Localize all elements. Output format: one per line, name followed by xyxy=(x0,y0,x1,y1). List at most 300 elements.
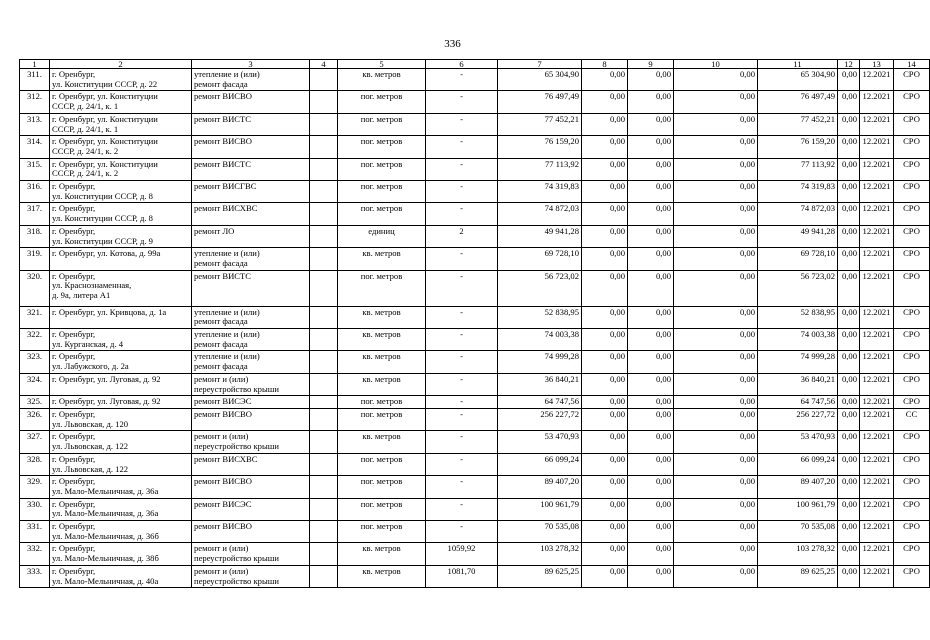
object-type-cell xyxy=(310,270,338,306)
table-row xyxy=(20,136,930,158)
quantity-cell: - xyxy=(426,408,498,430)
address-cell-line: г. Оренбург, xyxy=(52,408,96,419)
object-type-cell xyxy=(310,225,338,247)
address-cell xyxy=(50,248,192,270)
local-budget-cell: 0,00 xyxy=(674,408,758,430)
fund-cell: 0,00 xyxy=(582,521,628,543)
owner-funds-cell: 77 452,21 xyxy=(758,113,838,135)
owner-funds-cell: 76 497,49 xyxy=(758,91,838,113)
local-budget-cell: 0,00 xyxy=(674,453,758,475)
address-cell xyxy=(50,408,192,430)
deadline-cell: 12.2021 xyxy=(860,408,894,430)
quantity-cell: - xyxy=(426,306,498,328)
column-number-row xyxy=(20,60,930,69)
method-cell: СРО xyxy=(894,565,930,587)
local-budget-cell: 0,00 xyxy=(674,543,758,565)
row-number: 314. xyxy=(20,136,50,158)
work-type-cell xyxy=(192,543,310,565)
owner-funds-cell: 66 099,24 xyxy=(758,453,838,475)
row-number: 321. xyxy=(20,306,50,328)
local-budget-cell: 0,00 xyxy=(674,498,758,520)
local-budget-cell: 0,00 xyxy=(674,248,758,270)
specific-cost-cell: 0,00 xyxy=(838,203,860,225)
object-type-cell xyxy=(310,91,338,113)
owner-funds-cell: 36 840,21 xyxy=(758,373,838,395)
unit-cell: пог. метров xyxy=(338,453,426,475)
specific-cost-cell: 0,00 xyxy=(838,431,860,453)
work-type-cell-line: ремонт ВИСВО xyxy=(194,476,252,487)
object-type-cell xyxy=(310,521,338,543)
deadline-cell: 12.2021 xyxy=(860,158,894,180)
address-cell xyxy=(50,521,192,543)
column-number-2: 2 xyxy=(50,60,192,69)
address-cell-line: г. Оренбург, xyxy=(52,476,96,487)
specific-cost-cell: 0,00 xyxy=(838,91,860,113)
work-type-cell-line: ремонт ВИСВО xyxy=(194,91,252,102)
address-cell-line: г. Оренбург, xyxy=(52,351,96,362)
specific-cost-cell: 0,00 xyxy=(838,543,860,565)
work-type-cell xyxy=(192,91,310,113)
unit-cell: пог. метров xyxy=(338,113,426,135)
object-type-cell xyxy=(310,113,338,135)
table-row xyxy=(20,396,930,409)
fund-cell: 0,00 xyxy=(582,543,628,565)
work-type-cell xyxy=(192,431,310,453)
address-cell xyxy=(50,306,192,328)
object-type-cell xyxy=(310,136,338,158)
method-cell: СРО xyxy=(894,181,930,203)
row-number: 324. xyxy=(20,373,50,395)
fund-cell: 0,00 xyxy=(582,181,628,203)
table-row xyxy=(20,498,930,520)
work-type-cell xyxy=(192,158,310,180)
method-cell: СРО xyxy=(894,158,930,180)
total-cost-cell: 76 159,20 xyxy=(498,136,582,158)
row-number: 316. xyxy=(20,181,50,203)
deadline-cell: 12.2021 xyxy=(860,565,894,587)
quantity-cell: - xyxy=(426,329,498,351)
work-type-cell-line: ремонт и (или) xyxy=(194,431,249,442)
quantity-cell: 1081,70 xyxy=(426,565,498,587)
address-cell xyxy=(50,181,192,203)
work-type-cell-line: ремонт и (или) xyxy=(194,543,249,554)
deadline-cell: 12.2021 xyxy=(860,373,894,395)
owner-funds-cell: 74 872,03 xyxy=(758,203,838,225)
row-number: 312. xyxy=(20,91,50,113)
fund-cell: 0,00 xyxy=(582,408,628,430)
method-cell: СРО xyxy=(894,521,930,543)
work-type-cell-line: ремонт ВИСХВС xyxy=(194,453,258,464)
fund-cell: 0,00 xyxy=(582,396,628,409)
quantity-cell: - xyxy=(426,113,498,135)
total-cost-cell: 65 304,90 xyxy=(498,69,582,91)
specific-cost-cell: 0,00 xyxy=(838,136,860,158)
specific-cost-cell: 0,00 xyxy=(838,329,860,351)
specific-cost-cell: 0,00 xyxy=(838,270,860,306)
work-type-cell-line: переустройство крыши xyxy=(194,441,279,452)
address-cell xyxy=(50,329,192,351)
row-number: 331. xyxy=(20,521,50,543)
unit-cell: кв. метров xyxy=(338,248,426,270)
object-type-cell xyxy=(310,565,338,587)
method-cell: СРО xyxy=(894,431,930,453)
column-number-13: 13 xyxy=(860,60,894,69)
row-number: 329. xyxy=(20,476,50,498)
specific-cost-cell: 0,00 xyxy=(838,158,860,180)
address-cell-line: ул. Мало-Мельничная, д. 36б xyxy=(52,530,159,541)
method-cell: СС xyxy=(894,408,930,430)
row-number: 333. xyxy=(20,565,50,587)
page-number: 336 xyxy=(444,38,461,50)
owner-funds-cell: 89 407,20 xyxy=(758,476,838,498)
budget-cell: 0,00 xyxy=(628,453,674,475)
address-cell xyxy=(50,396,192,409)
budget-cell: 0,00 xyxy=(628,498,674,520)
local-budget-cell: 0,00 xyxy=(674,521,758,543)
work-type-cell-line: ремонт ВИСТС xyxy=(194,270,252,281)
unit-cell: кв. метров xyxy=(338,373,426,395)
local-budget-cell: 0,00 xyxy=(674,113,758,135)
specific-cost-cell: 0,00 xyxy=(838,306,860,328)
budget-cell: 0,00 xyxy=(628,69,674,91)
address-cell-line: СССР, д. 24/1, к. 1 xyxy=(52,101,119,112)
fund-cell: 0,00 xyxy=(582,69,628,91)
column-number-12: 12 xyxy=(838,60,860,69)
unit-cell: пог. метров xyxy=(338,181,426,203)
total-cost-cell: 74 003,38 xyxy=(498,329,582,351)
owner-funds-cell: 256 227,72 xyxy=(758,408,838,430)
method-cell: СРО xyxy=(894,306,930,328)
method-cell: СРО xyxy=(894,396,930,409)
unit-cell: кв. метров xyxy=(338,306,426,328)
work-type-cell-line: ремонт ВИСХВС xyxy=(194,203,258,214)
fund-cell: 0,00 xyxy=(582,565,628,587)
fund-cell: 0,00 xyxy=(582,373,628,395)
address-cell-line: ул. Конституции СССР, д. 22 xyxy=(52,78,158,89)
row-number: 332. xyxy=(20,543,50,565)
fund-cell: 0,00 xyxy=(582,476,628,498)
work-type-cell xyxy=(192,136,310,158)
specific-cost-cell: 0,00 xyxy=(838,69,860,91)
specific-cost-cell: 0,00 xyxy=(838,248,860,270)
local-budget-cell: 0,00 xyxy=(674,270,758,306)
address-cell-line: г. Оренбург, xyxy=(52,453,96,464)
address-cell-line: ул. Мало-Мельничная, д. 36а xyxy=(52,485,159,496)
table-body xyxy=(20,60,930,588)
deadline-cell: 12.2021 xyxy=(860,136,894,158)
work-type-cell xyxy=(192,225,310,247)
method-cell: СРО xyxy=(894,543,930,565)
budget-cell: 0,00 xyxy=(628,158,674,180)
table-row xyxy=(20,351,930,373)
unit-cell: пог. метров xyxy=(338,136,426,158)
method-cell: СРО xyxy=(894,373,930,395)
budget-cell: 0,00 xyxy=(628,408,674,430)
address-cell-line: ул. Львовская, д. 122 xyxy=(52,441,129,452)
address-cell xyxy=(50,565,192,587)
row-number: 323. xyxy=(20,351,50,373)
owner-funds-cell: 74 999,28 xyxy=(758,351,838,373)
fund-cell: 0,00 xyxy=(582,113,628,135)
work-type-cell xyxy=(192,306,310,328)
address-cell-line: г. Оренбург, ул. Луговая, д. 92 xyxy=(52,373,161,384)
deadline-cell: 12.2021 xyxy=(860,69,894,91)
object-type-cell xyxy=(310,408,338,430)
work-type-cell xyxy=(192,329,310,351)
quantity-cell: - xyxy=(426,270,498,306)
work-type-cell-line: утепление и (или) xyxy=(194,69,260,79)
local-budget-cell: 0,00 xyxy=(674,396,758,409)
budget-cell: 0,00 xyxy=(628,543,674,565)
row-number: 317. xyxy=(20,203,50,225)
address-cell-line: г. Оренбург, ул. Конституции xyxy=(52,113,158,124)
quantity-cell: 1059,92 xyxy=(426,543,498,565)
quantity-cell: - xyxy=(426,248,498,270)
unit-cell: пог. метров xyxy=(338,203,426,225)
quantity-cell: - xyxy=(426,203,498,225)
method-cell: СРО xyxy=(894,203,930,225)
address-cell-line: СССР, д. 24/1, к. 2 xyxy=(52,145,119,156)
object-type-cell xyxy=(310,543,338,565)
table-row xyxy=(20,565,930,587)
local-budget-cell: 0,00 xyxy=(674,306,758,328)
work-type-cell xyxy=(192,565,310,587)
table-row xyxy=(20,431,930,453)
address-cell-line: СССР, д. 24/1, к. 1 xyxy=(52,123,119,134)
column-number-4: 4 xyxy=(310,60,338,69)
work-type-cell-line: переустройство крыши xyxy=(194,553,279,564)
method-cell: СРО xyxy=(894,91,930,113)
object-type-cell xyxy=(310,181,338,203)
fund-cell: 0,00 xyxy=(582,329,628,351)
total-cost-cell: 52 838,95 xyxy=(498,306,582,328)
address-cell xyxy=(50,270,192,306)
work-type-cell xyxy=(192,69,310,91)
address-cell-line: г. Оренбург, xyxy=(52,329,96,340)
owner-funds-cell: 65 304,90 xyxy=(758,69,838,91)
address-cell-line: г. Оренбург, xyxy=(52,543,96,554)
unit-cell: пог. метров xyxy=(338,521,426,543)
unit-cell: кв. метров xyxy=(338,565,426,587)
work-type-cell-line: ремонт фасада xyxy=(194,361,248,372)
address-cell xyxy=(50,543,192,565)
work-type-cell xyxy=(192,248,310,270)
address-cell xyxy=(50,158,192,180)
method-cell: СРО xyxy=(894,69,930,91)
budget-cell: 0,00 xyxy=(628,306,674,328)
local-budget-cell: 0,00 xyxy=(674,476,758,498)
budget-cell: 0,00 xyxy=(628,431,674,453)
total-cost-cell: 74 319,83 xyxy=(498,181,582,203)
method-cell: СРО xyxy=(894,329,930,351)
owner-funds-cell: 89 625,25 xyxy=(758,565,838,587)
quantity-cell: - xyxy=(426,453,498,475)
address-cell-line: ул. Мало-Мельничная, д. 38б xyxy=(52,553,159,564)
local-budget-cell: 0,00 xyxy=(674,565,758,587)
table-row xyxy=(20,476,930,498)
work-type-cell-line: ремонт ВИСЭС xyxy=(194,498,252,509)
address-cell-line: г. Оренбург, ул. Конституции xyxy=(52,91,158,102)
specific-cost-cell: 0,00 xyxy=(838,476,860,498)
row-number: 326. xyxy=(20,408,50,430)
budget-cell: 0,00 xyxy=(628,136,674,158)
method-cell: СРО xyxy=(894,136,930,158)
deadline-cell: 12.2021 xyxy=(860,543,894,565)
quantity-cell: - xyxy=(426,431,498,453)
total-cost-cell: 76 497,49 xyxy=(498,91,582,113)
table-row xyxy=(20,543,930,565)
address-cell-line: ул. Конституции СССР, д. 8 xyxy=(52,190,153,201)
unit-cell: кв. метров xyxy=(338,69,426,91)
deadline-cell: 12.2021 xyxy=(860,113,894,135)
method-cell: СРО xyxy=(894,476,930,498)
address-cell xyxy=(50,225,192,247)
work-type-cell-line: ремонт ВИСВО xyxy=(194,136,252,147)
total-cost-cell: 66 099,24 xyxy=(498,453,582,475)
work-type-cell-line: ремонт ВИСВО xyxy=(194,408,252,419)
address-cell xyxy=(50,69,192,91)
row-number: 325. xyxy=(20,396,50,409)
total-cost-cell: 89 625,25 xyxy=(498,565,582,587)
work-type-cell-line: ремонт ВИСЭС xyxy=(194,396,252,407)
deadline-cell: 12.2021 xyxy=(860,431,894,453)
work-type-cell-line: ремонт и (или) xyxy=(194,565,249,576)
deadline-cell: 12.2021 xyxy=(860,181,894,203)
address-cell xyxy=(50,498,192,520)
budget-cell: 0,00 xyxy=(628,113,674,135)
owner-funds-cell: 77 113,92 xyxy=(758,158,838,180)
budget-cell: 0,00 xyxy=(628,181,674,203)
quantity-cell: - xyxy=(426,351,498,373)
column-number-10: 10 xyxy=(674,60,758,69)
address-cell-line: ул. Львовская, д. 120 xyxy=(52,418,129,429)
deadline-cell: 12.2021 xyxy=(860,351,894,373)
budget-cell: 0,00 xyxy=(628,91,674,113)
work-type-cell-line: утепление и (или) xyxy=(194,329,260,340)
address-cell-line: г. Оренбург, xyxy=(52,181,96,192)
table-row xyxy=(20,270,930,306)
table-row xyxy=(20,113,930,135)
column-number-8: 8 xyxy=(582,60,628,69)
address-cell xyxy=(50,113,192,135)
row-number: 313. xyxy=(20,113,50,135)
deadline-cell: 12.2021 xyxy=(860,498,894,520)
work-type-cell xyxy=(192,351,310,373)
address-cell-line: ул. Конституции СССР, д. 9 xyxy=(52,235,153,246)
address-cell-line: г. Оренбург, xyxy=(52,225,96,236)
specific-cost-cell: 0,00 xyxy=(838,113,860,135)
work-type-cell xyxy=(192,521,310,543)
object-type-cell xyxy=(310,396,338,409)
column-number-6: 6 xyxy=(426,60,498,69)
column-number-5: 5 xyxy=(338,60,426,69)
table-row xyxy=(20,408,930,430)
table-row xyxy=(20,248,930,270)
work-type-cell-line: ремонт ВИСВО xyxy=(194,521,252,532)
owner-funds-cell: 100 961,79 xyxy=(758,498,838,520)
total-cost-cell: 74 999,28 xyxy=(498,351,582,373)
local-budget-cell: 0,00 xyxy=(674,373,758,395)
column-number-9: 9 xyxy=(628,60,674,69)
method-cell: СРО xyxy=(894,453,930,475)
budget-cell: 0,00 xyxy=(628,351,674,373)
work-type-cell-line: утепление и (или) xyxy=(194,351,260,362)
work-type-cell xyxy=(192,270,310,306)
fund-cell: 0,00 xyxy=(582,225,628,247)
address-cell-line: г. Оренбург, xyxy=(52,431,96,442)
total-cost-cell: 103 278,32 xyxy=(498,543,582,565)
local-budget-cell: 0,00 xyxy=(674,225,758,247)
address-cell-line: ул. Львовская, д. 122 xyxy=(52,463,129,474)
work-type-cell xyxy=(192,373,310,395)
table-row xyxy=(20,521,930,543)
table-row xyxy=(20,329,930,351)
work-type-cell-line: переустройство крыши xyxy=(194,575,279,586)
fund-cell: 0,00 xyxy=(582,136,628,158)
owner-funds-cell: 52 838,95 xyxy=(758,306,838,328)
row-number: 327. xyxy=(20,431,50,453)
quantity-cell: - xyxy=(426,498,498,520)
local-budget-cell: 0,00 xyxy=(674,351,758,373)
total-cost-cell: 89 407,20 xyxy=(498,476,582,498)
work-type-cell-line: ремонт фасада xyxy=(194,78,248,89)
total-cost-cell: 100 961,79 xyxy=(498,498,582,520)
table-row xyxy=(20,69,930,91)
unit-cell: пог. метров xyxy=(338,158,426,180)
total-cost-cell: 77 452,21 xyxy=(498,113,582,135)
work-type-cell xyxy=(192,203,310,225)
repair-schedule-table xyxy=(19,59,930,588)
work-type-cell-line: ремонт фасада xyxy=(194,257,248,268)
owner-funds-cell: 49 941,28 xyxy=(758,225,838,247)
total-cost-cell: 64 747,56 xyxy=(498,396,582,409)
address-cell-line: г. Оренбург, ул. Луговая, д. 92 xyxy=(52,396,161,407)
column-number-11: 11 xyxy=(758,60,838,69)
object-type-cell xyxy=(310,431,338,453)
budget-cell: 0,00 xyxy=(628,329,674,351)
address-cell-line: д. 9а, литера А1 xyxy=(52,290,111,301)
deadline-cell: 12.2021 xyxy=(860,91,894,113)
column-number-3: 3 xyxy=(192,60,310,69)
method-cell: СРО xyxy=(894,113,930,135)
method-cell: СРО xyxy=(894,270,930,306)
specific-cost-cell: 0,00 xyxy=(838,181,860,203)
total-cost-cell: 56 723,02 xyxy=(498,270,582,306)
method-cell: СРО xyxy=(894,248,930,270)
quantity-cell: - xyxy=(426,521,498,543)
local-budget-cell: 0,00 xyxy=(674,91,758,113)
unit-cell: кв. метров xyxy=(338,543,426,565)
total-cost-cell: 70 535,08 xyxy=(498,521,582,543)
local-budget-cell: 0,00 xyxy=(674,181,758,203)
row-number: 328. xyxy=(20,453,50,475)
work-type-cell-line: ремонт ВИСТС xyxy=(194,158,252,169)
fund-cell: 0,00 xyxy=(582,306,628,328)
budget-cell: 0,00 xyxy=(628,225,674,247)
object-type-cell xyxy=(310,69,338,91)
object-type-cell xyxy=(310,306,338,328)
work-type-cell-line: ремонт фасада xyxy=(194,316,248,327)
work-type-cell xyxy=(192,453,310,475)
work-type-cell-line: ремонт фасада xyxy=(194,338,248,349)
work-type-cell-line: ремонт ЛО xyxy=(194,225,235,236)
total-cost-cell: 74 872,03 xyxy=(498,203,582,225)
total-cost-cell: 256 227,72 xyxy=(498,408,582,430)
object-type-cell xyxy=(310,453,338,475)
work-type-cell xyxy=(192,113,310,135)
quantity-cell: - xyxy=(426,69,498,91)
specific-cost-cell: 0,00 xyxy=(838,408,860,430)
